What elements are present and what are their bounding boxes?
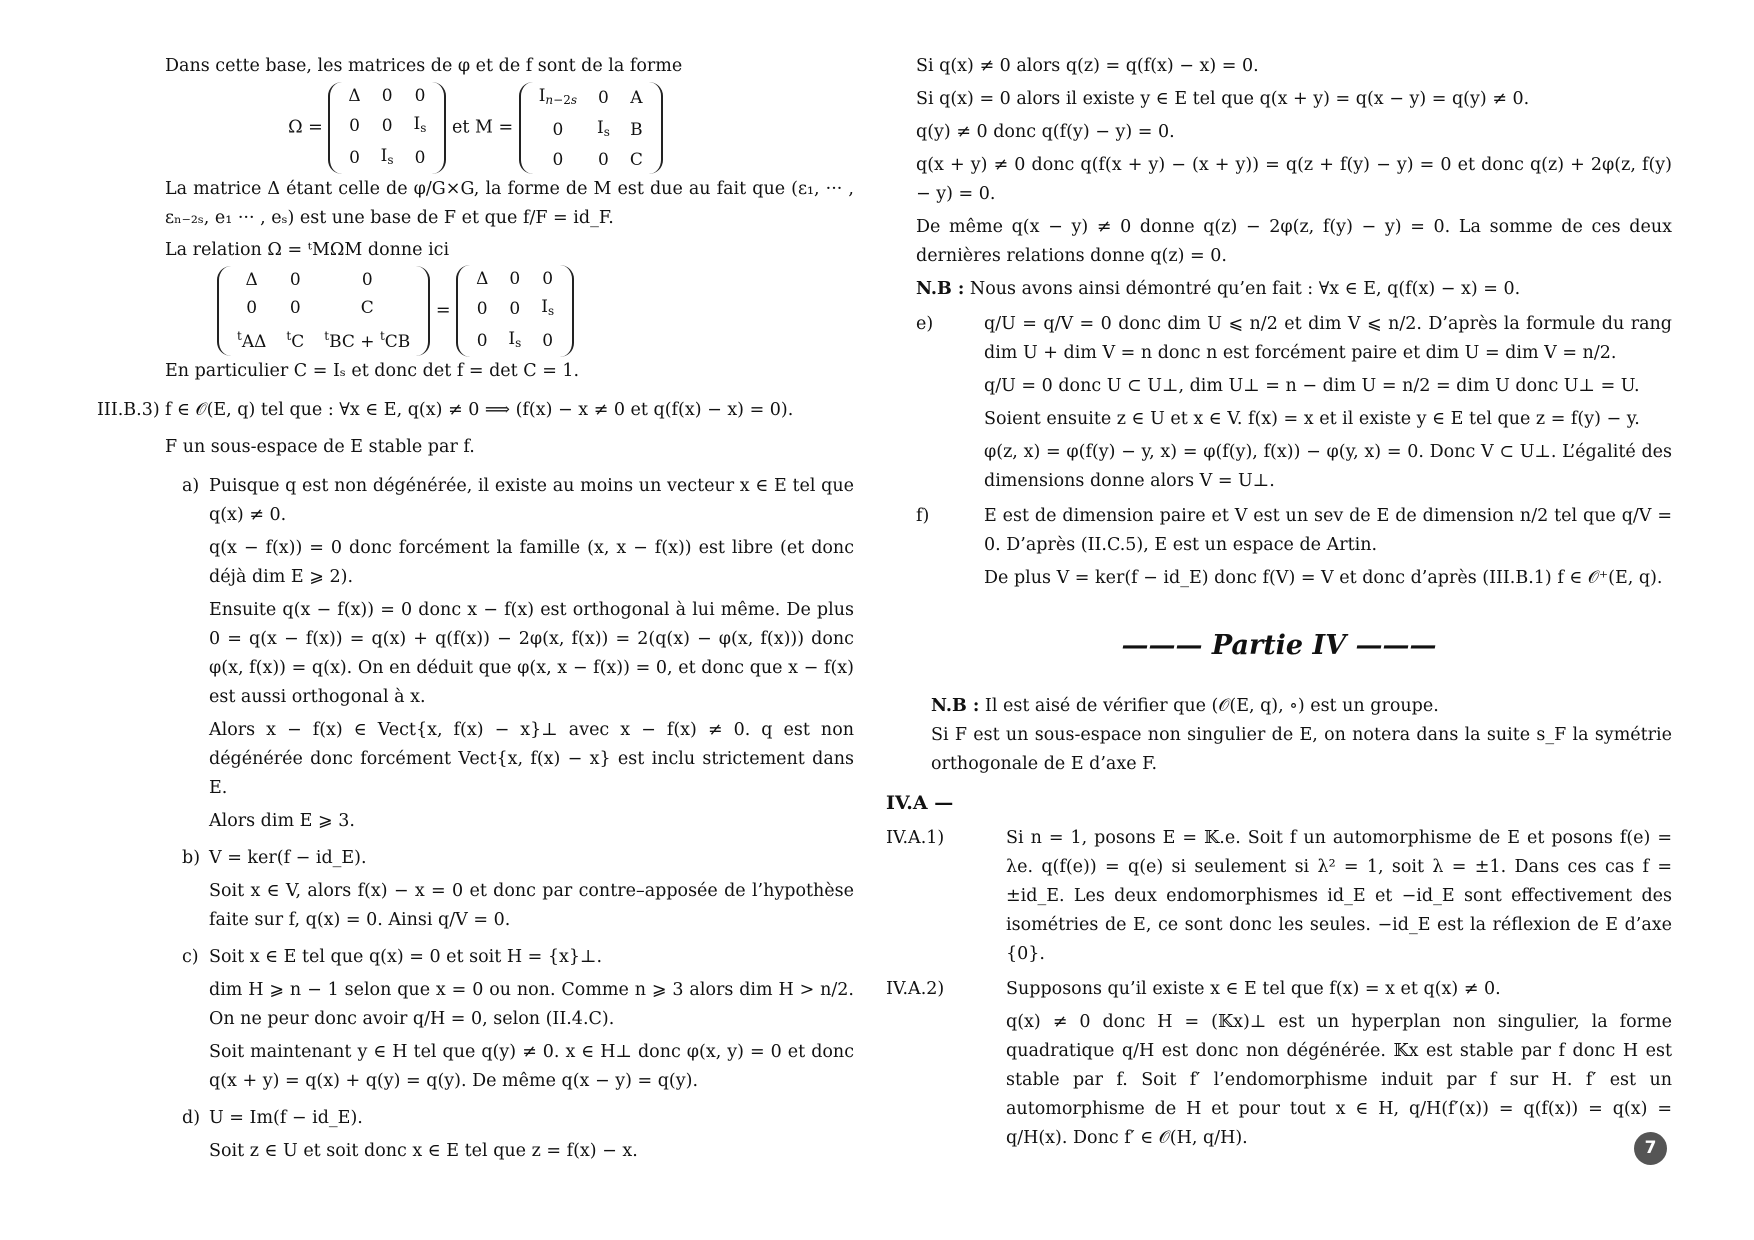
continuation-block [886, 52, 1672, 271]
left-item-list [97, 472, 854, 1166]
continuation-paragraph: De même q(x − y) ≠ 0 donne q(z) − 2φ(z, f(y) − y) = 0. La somme de ces deux dernières relations donne q(z) = 0. [916, 217, 1672, 266]
item-paragraph: E est de dimension paire et V est un sev de E de dimension n/2 tel que q/V = 0. D’après (II.C.5), E est un espace de Artin. [984, 506, 1672, 555]
item-paragraph: q/U = q/V = 0 donc dim U ⩽ n/2 et dim V ⩽ n/2. D’après la formule du rang dim U + dim V = n donc n est forcément paire et dim U = dim V = n/2. [984, 314, 1672, 363]
item-paragraph: De plus V = ker(f − id_E) donc f(V) = V et donc d’après (III.B.1) f ∈ 𝒪⁺(E, q). [984, 568, 1663, 588]
item-paragraph: Alors dim E ⩾ 3. [209, 811, 355, 831]
item-paragraph: V = ker(f − id_E). [209, 848, 367, 868]
item-paragraph: U = Im(f − id_E). [209, 1108, 363, 1128]
continuation-paragraph: Si q(x) ≠ 0 alors q(z) = q(f(x) − x) = 0. [916, 56, 1259, 76]
item-paragraph: q(x − f(x)) = 0 donc forcément la famille (x, x − f(x)) est libre (et donc déjà dim E ⩾ 2). [209, 538, 854, 587]
list-item [97, 472, 854, 836]
item-label: e) [916, 314, 934, 334]
item-label: b) [182, 848, 201, 868]
list-item [97, 844, 854, 935]
item-label: c) [182, 947, 199, 967]
list-item [97, 943, 854, 1096]
nb-label: N.B : [916, 279, 965, 299]
item-paragraph: Alors x − f(x) ∈ Vect{x, f(x) − x}⊥ avec x − f(x) ≠ 0. q est non dégénérée donc forcément Vect{x, f(x) − x} est inclu strictement dans E. [209, 720, 854, 798]
conclusion-text: En particulier C = Iₛ et donc det f = det C = 1. [165, 361, 580, 381]
item-label: IV.A.2) [886, 979, 945, 999]
item-label: d) [182, 1108, 201, 1128]
item-paragraph: Soit z ∈ U et soit donc x ∈ E tel que z = f(x) − x. [209, 1141, 638, 1161]
section-definition-2: F un sous-espace de E stable par f. [165, 437, 475, 457]
left-column [97, 52, 854, 1166]
page-number-badge: 7 [1634, 1132, 1667, 1165]
list-item [886, 502, 1672, 593]
item-paragraph: Puisque q est non dégénérée, il existe au moins un vecteur x ∈ E tel que q(x) ≠ 0. [209, 476, 854, 525]
delta-note: La matrice Δ étant celle de φ/G×G, la forme de M est due au fait que (ε₁, ··· , εₙ₋₂ₛ, e₁ ··· , eₛ) est une base de F et que f/F = id_F. [165, 179, 854, 228]
right-column [886, 52, 1672, 1153]
part-title: ——— Partie IV ——— [1121, 630, 1437, 661]
list-item [97, 1104, 854, 1166]
item-label: f) [916, 506, 930, 526]
item-paragraph: Si n = 1, posons E = 𝕂.e. Soit f un automorphisme de E et posons f(e) = λe. q(f(e)) = q(e) si seulement si λ² = 1, soit λ = ±1. Dans ces cas f = ±id_E. Les deux endomorphismes id_E et −id_E sont effectivement des isométries de E, ce sont donc les seules. −id_E est la réflexion de E d’axe {0}. [1006, 828, 1672, 964]
matrices-relation: Δ 0 0 0 0 C $^t$AΔ $^t$C $^t$BC + $^t$CB = Δ 0 0 0 0 $I_s$ 0 $I_s$ 0 [97, 265, 854, 357]
item-paragraph: q/U = 0 donc U ⊂ U⊥, dim U⊥ = n − dim U = n/2 = dim U donc U⊥ = U. [984, 376, 1640, 396]
relation-text: La relation Ω = ᵗMΩM donne ici [165, 240, 450, 260]
list-item [886, 824, 1672, 969]
item-paragraph: Supposons qu’il existe x ∈ E tel que f(x) = x et q(x) ≠ 0. [1006, 979, 1501, 999]
nb2-text: Il est aisé de vérifier que (𝒪(E, q), ∘) est un groupe. [984, 696, 1439, 716]
matrices-omega-m: Ω = Δ 0 0 0 0 $I_s$ 0 $I_s$ 0 et M = $I_{n-2s}$ 0 A 0 $I_s$ B 0 0 C [97, 82, 854, 174]
item-paragraph: Ensuite q(x − f(x)) = 0 donc x − f(x) est orthogonal à lui même. De plus 0 = q(x − f(x)) = q(x) + q(f(x)) − 2φ(x, f(x)) = 2(q(x) − φ(x, f(x))) donc φ(x, f(x)) = q(x). On en déduit que φ(x, x − f(x)) = 0, et donc que x − f(x) est aussi orthogonal à x. [209, 600, 854, 707]
section-heading: IV.A — [886, 792, 954, 814]
intro-text: Dans cette base, les matrices de φ et de f sont de la forme [165, 56, 683, 76]
continuation-paragraph: q(y) ≠ 0 donc q(f(y) − y) = 0. [916, 122, 1175, 142]
section-iii-b-3 [97, 396, 854, 462]
list-item [886, 975, 1672, 1153]
list-item [886, 310, 1672, 496]
section-definition: f ∈ 𝒪(E, q) tel que : ∀x ∈ E, q(x) ≠ 0 ⟹ (f(x) − x ≠ 0 et q(f(x) − x) = 0). [165, 400, 794, 420]
item-paragraph: Soit x ∈ E tel que q(x) = 0 et soit H = {x}⊥. [209, 947, 603, 967]
nb-text: Nous avons ainsi démontré qu’en fait : ∀x ∈ E, q(f(x) − x) = 0. [969, 279, 1521, 299]
nb2-text-2: Si F est un sous-espace non singulier de E, on notera dans la suite s_F la symétrie orthogonale de E d’axe F. [931, 725, 1672, 774]
right-item-list [886, 310, 1672, 593]
continuation-paragraph: Si q(x) = 0 alors il existe y ∈ E tel que q(x + y) = q(x − y) = q(y) ≠ 0. [916, 89, 1530, 109]
nb2-note [886, 692, 1672, 721]
item-paragraph: Soit x ∈ V, alors f(x) − x = 0 et donc par contre–apposée de l’hypothèse faite sur f, q(x) = 0. Ainsi q/V = 0. [209, 881, 854, 930]
item-label: a) [182, 476, 200, 496]
item-paragraph: Soient ensuite z ∈ U et x ∈ V. f(x) = x et il existe y ∈ E tel que z = f(y) − y. [984, 409, 1640, 429]
item-paragraph: φ(z, x) = φ(f(y) − y, x) = φ(f(y), f(x)) − φ(y, x) = 0. Donc V ⊂ U⊥. L’égalité des dimensions donne alors V = U⊥. [984, 442, 1672, 491]
item-paragraph: dim H ⩾ n − 1 selon que x = 0 ou non. Comme n ⩾ 3 alors dim H > n/2. On ne peur donc avoir q/H = 0, selon (II.4.C). [209, 980, 854, 1029]
item-paragraph: q(x) ≠ 0 donc H = (𝕂x)⊥ est un hyperplan non singulier, la forme quadratique q/H est donc non dégénérée. 𝕂x est stable par f donc H est stable par f. Soit f′ l’endomorphisme induit par f sur H. f′ est un automorphisme de H et pour tout x ∈ H, q/H(f′(x)) = q(f(x)) = q(x) = q/H(x). Donc f′ ∈ 𝒪(H, q/H). [1006, 1012, 1672, 1148]
nb2-label: N.B : [931, 696, 980, 716]
sub-item-list [886, 824, 1672, 1153]
continuation-paragraph: q(x + y) ≠ 0 donc q(f(x + y) − (x + y)) = q(z + f(y) − y) = 0 et donc q(z) + 2φ(z, f(y) − y) = 0. [916, 155, 1672, 204]
section-label: III.B.3) [97, 400, 160, 420]
item-label: IV.A.1) [886, 828, 945, 848]
item-paragraph: Soit maintenant y ∈ H tel que q(y) ≠ 0. x ∈ H⊥ donc φ(x, y) = 0 et donc q(x + y) = q(x) + q(y) = q(y). De même q(x − y) = q(y). [209, 1042, 854, 1091]
nb-note [886, 275, 1672, 304]
